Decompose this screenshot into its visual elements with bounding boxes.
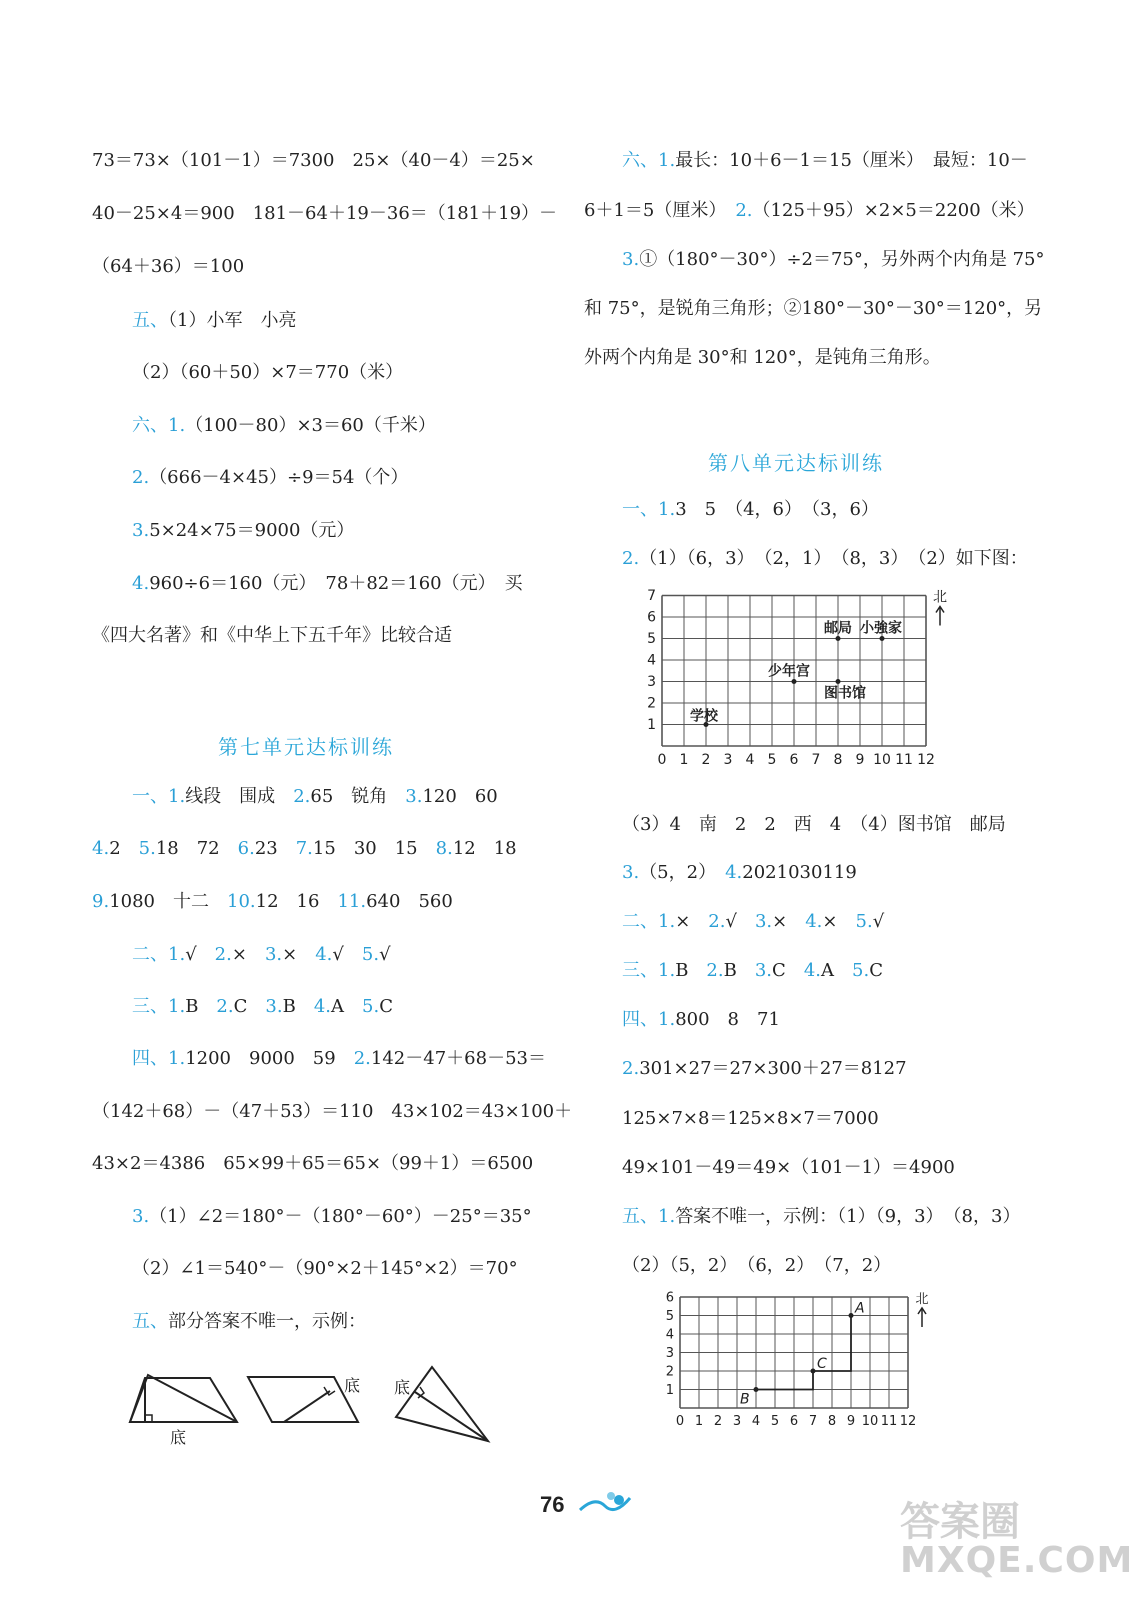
unit8-row-9: 125×7×8＝125×8×7＝7000 xyxy=(622,1108,879,1129)
unit7-row-4 xyxy=(132,944,391,966)
q-tag: 2. xyxy=(353,1048,371,1069)
answer: 12 16 xyxy=(255,891,338,912)
x-tick-label: 12 xyxy=(899,1414,917,1429)
answer: B xyxy=(282,996,314,1017)
unit8-row-11 xyxy=(622,1206,1020,1228)
q-tag: 4. xyxy=(803,960,821,981)
x-tick-label: 10 xyxy=(861,1414,879,1429)
unit8-row-10: 49×101－49＝49×（101－1）＝4900 xyxy=(622,1157,955,1178)
q-tag: 2. xyxy=(622,1058,640,1079)
parallelogram-base-label: 底 xyxy=(344,1376,361,1395)
q-tag: 6. xyxy=(237,838,255,859)
answer: （1）（6，3） （2，1） （8，3） （2）如下图： xyxy=(639,548,1028,569)
q-tag: 2. xyxy=(622,548,640,569)
q-tag: 8. xyxy=(435,838,453,859)
x-tick-label: 2 xyxy=(701,752,711,768)
q-tag: 5. xyxy=(138,838,156,859)
point-marker xyxy=(836,636,841,641)
unit7-row-1 xyxy=(132,786,498,808)
q-tag: 3. xyxy=(622,862,640,883)
q-tag: 一、1. xyxy=(622,499,676,520)
answer: 部分答案不唯一，示例： xyxy=(168,1311,366,1332)
point-marker xyxy=(754,1387,759,1392)
answer: 18 72 xyxy=(155,838,238,859)
triangle-base-label: 底 xyxy=(394,1378,411,1397)
page-number: 76 xyxy=(540,1492,565,1517)
unit7-row-2 xyxy=(92,838,517,860)
q-tag: 4. xyxy=(725,862,743,883)
x-tick-label: 6 xyxy=(789,1414,799,1429)
answer: 1080 十二 xyxy=(109,891,227,912)
q-tag: 5. xyxy=(855,911,873,932)
unit8-row-2 xyxy=(622,548,1028,570)
answer: B xyxy=(675,960,707,981)
right-line-1 xyxy=(622,150,1028,172)
q-tag: 2. xyxy=(293,786,311,807)
answer: 15 30 15 xyxy=(312,838,436,859)
x-tick-label: 7 xyxy=(811,752,821,768)
q-tag: 2. xyxy=(735,200,753,221)
x-tick-label: 6 xyxy=(789,752,799,768)
q-tag: 二、1. xyxy=(132,944,186,965)
y-tick-label: 3 xyxy=(665,1345,674,1361)
x-tick-label: 3 xyxy=(732,1414,742,1429)
answer: 最长：10＋6－1＝15（厘米） 最短：10－ xyxy=(675,150,1028,171)
parallelogram-figure xyxy=(248,1376,361,1422)
answer: × xyxy=(231,944,265,965)
q-tag: 一、1. xyxy=(132,786,186,807)
point-label: C xyxy=(817,1356,827,1372)
left-line-4 xyxy=(132,310,296,332)
right-line-4: 和 75°，是锐角三角形；②180°－30°－30°＝120°，另 xyxy=(584,298,1043,319)
point-marker xyxy=(792,679,797,684)
x-tick-label: 1 xyxy=(694,1414,704,1429)
unit7-row-3 xyxy=(92,891,453,913)
x-tick-label: 3 xyxy=(723,752,733,768)
q-tag: 2. xyxy=(132,467,150,488)
answer: （1）小军 小亮 xyxy=(168,310,297,331)
answer: （5，2） xyxy=(639,862,726,883)
y-tick-label: 6 xyxy=(647,609,656,626)
unit7-row-6 xyxy=(132,1048,546,1070)
answer: 142－47＋68－53＝ xyxy=(370,1048,546,1069)
answer: C xyxy=(233,996,266,1017)
answer: √ xyxy=(725,911,755,932)
q-tag: 3. xyxy=(754,960,773,981)
unit8-row-12: （2）（5，2） （6，2） （7，2） xyxy=(622,1255,892,1276)
answer: ①（180°－30°）÷2＝75°，另外两个内角是 75° xyxy=(639,249,1045,270)
q-tag: 10. xyxy=(227,891,256,912)
point-label: 少年宫 xyxy=(768,663,810,680)
q-tag: 五、 xyxy=(132,1311,168,1332)
x-tick-label: 2 xyxy=(713,1414,723,1429)
left-line-7 xyxy=(132,467,408,489)
x-tick-label: 1 xyxy=(679,752,689,768)
answer: √ xyxy=(185,944,215,965)
unit7-row-11 xyxy=(132,1311,366,1333)
point-marker xyxy=(849,1313,854,1318)
y-tick-label: 6 xyxy=(665,1290,674,1306)
y-tick-label: 5 xyxy=(665,1308,674,1324)
left-line-8 xyxy=(132,520,354,542)
q-tag: 4. xyxy=(92,838,110,859)
q-tag: 3. xyxy=(622,249,640,270)
unit7-row-9 xyxy=(132,1206,532,1228)
answer: √ xyxy=(379,944,391,965)
left-line-5: （2）（60＋50）×7＝770（米） xyxy=(132,362,404,383)
x-tick-label: 8 xyxy=(827,1414,837,1429)
q-tag: 4. xyxy=(315,944,333,965)
answer: √ xyxy=(332,944,362,965)
q-tag: 三、1. xyxy=(132,996,186,1017)
left-line-6 xyxy=(132,415,436,437)
x-tick-label: 7 xyxy=(808,1414,818,1429)
unit7-row-5 xyxy=(132,996,393,1018)
x-tick-label: 11 xyxy=(880,1414,898,1429)
y-tick-label: 3 xyxy=(647,674,656,691)
unit8-row-6 xyxy=(622,960,883,982)
answer: 65 锐角 xyxy=(310,786,406,807)
q-tag: 3. xyxy=(264,944,283,965)
y-tick-label: 2 xyxy=(665,1364,674,1380)
left-line-3: （64＋36）＝100 xyxy=(92,256,245,277)
answer: A xyxy=(331,996,362,1017)
unit7-row-8: 43×2＝4386 65×99＋65＝65×（99＋1）＝6500 xyxy=(92,1153,534,1174)
answer: 3 5 （4，6） （3，6） xyxy=(675,499,879,520)
answer: × xyxy=(282,944,316,965)
right-line-3 xyxy=(622,249,1045,271)
q-tag: 三、1. xyxy=(622,960,676,981)
answer: 120 60 xyxy=(422,786,498,807)
watermark-url: MXQE.COM xyxy=(900,1540,1133,1581)
left-line-10: 《四大名著》和《中华上下五千年》比较合适 xyxy=(92,625,452,646)
unit8-row-3: （3）4 南 2 2 西 4 （4）图书馆 邮局 xyxy=(622,814,1006,835)
q-tag: 四、1. xyxy=(622,1009,676,1030)
answer: 2021030119 xyxy=(742,862,857,883)
q-tag: 2. xyxy=(708,911,726,932)
x-tick-label: 0 xyxy=(675,1414,685,1429)
q-tag: 4. xyxy=(313,996,331,1017)
q-tag: 五、 xyxy=(132,310,168,331)
answer: 6＋1＝5（厘米） xyxy=(584,200,736,221)
q-tag: 11. xyxy=(337,891,367,912)
right-line-5: 外两个内角是 30°和 120°，是钝角三角形。 xyxy=(584,347,941,368)
answer: × xyxy=(675,911,709,932)
answer: （125＋95）×2×5＝2200（米） xyxy=(752,200,1035,221)
answer: × xyxy=(822,911,856,932)
answer: 800 8 71 xyxy=(675,1009,780,1030)
x-tick-label: 9 xyxy=(855,752,865,768)
trapezoid-base-label: 底 xyxy=(170,1428,187,1447)
x-tick-label: 5 xyxy=(767,752,777,768)
answer: B xyxy=(723,960,755,981)
q-tag: 4. xyxy=(805,911,823,932)
left-line-1: 73＝73×（101－1）＝7300 25×（40－4）＝25× xyxy=(92,150,535,171)
answer: 23 xyxy=(254,838,296,859)
point-marker xyxy=(836,679,841,684)
answer: √ xyxy=(872,911,885,932)
q-tag: 2. xyxy=(214,944,232,965)
point-label: 学校 xyxy=(690,708,718,725)
q-tag: 2. xyxy=(706,960,724,981)
q-tag: 5. xyxy=(362,996,380,1017)
unit8-row-4 xyxy=(622,862,857,884)
answer: 960÷6＝160（元） 78＋82＝160（元） 买 xyxy=(149,573,523,594)
y-tick-label: 7 xyxy=(647,588,656,605)
q-tag: 3. xyxy=(132,1206,150,1227)
answer: 线段 围成 xyxy=(185,786,294,807)
sprout-icon xyxy=(575,1488,635,1518)
coordinate-grid-2 xyxy=(660,1290,940,1453)
answer: 1200 9000 59 xyxy=(185,1048,354,1069)
watermark-logo: 答案圈 xyxy=(900,1499,1020,1545)
y-tick-label: 4 xyxy=(647,652,656,669)
answer: C xyxy=(869,960,883,981)
x-tick-label: 4 xyxy=(751,1414,761,1429)
x-tick-label: 0 xyxy=(657,752,667,768)
answer: （666－4×45）÷9＝54（个） xyxy=(149,467,409,488)
unit8-row-1 xyxy=(622,499,879,521)
q-tag: 四、1. xyxy=(132,1048,186,1069)
y-tick-label: 4 xyxy=(665,1327,674,1343)
answer: A xyxy=(821,960,852,981)
q-tag: 4. xyxy=(132,573,150,594)
right-line-2 xyxy=(584,200,1035,222)
y-tick-label: 2 xyxy=(647,695,656,712)
answer: 答案不唯一，示例：（1）（9，3） （8，3） xyxy=(675,1206,1021,1227)
answer: （100－80）×3＝60（千米） xyxy=(185,415,436,436)
left-line-9 xyxy=(132,573,523,595)
x-tick-label: 9 xyxy=(846,1414,856,1429)
q-tag: 3. xyxy=(132,520,150,541)
q-tag: 3. xyxy=(265,996,283,1017)
q-tag: 5. xyxy=(361,944,380,965)
x-tick-label: 10 xyxy=(873,752,891,768)
y-tick-label: 1 xyxy=(647,717,656,734)
answer: 301×27＝27×300＋27＝8127 xyxy=(639,1058,907,1079)
point-label: A xyxy=(855,1300,865,1317)
unit7-title: 第七单元达标训练 xyxy=(218,735,394,759)
point-marker xyxy=(880,636,885,641)
q-tag: 7. xyxy=(295,838,313,859)
left-line-2: 40－25×4＝900 181－64＋19－36＝（181＋19）－ xyxy=(92,203,558,224)
answer: 640 560 xyxy=(366,891,453,912)
q-tag: 六、1. xyxy=(622,150,676,171)
unit8-title: 第八单元达标训练 xyxy=(708,451,884,475)
y-tick-label: 5 xyxy=(647,631,656,648)
shape-figures xyxy=(120,1355,500,1455)
q-tag: 9. xyxy=(92,891,110,912)
trapezoid-figure xyxy=(130,1375,237,1422)
north-label: 北 xyxy=(933,589,947,606)
x-tick-label: 12 xyxy=(917,752,935,768)
answer: 5×24×75＝9000（元） xyxy=(149,520,355,541)
q-tag: 六、1. xyxy=(132,415,186,436)
unit8-row-5 xyxy=(622,911,884,933)
point-label: B xyxy=(740,1391,750,1408)
unit8-row-8 xyxy=(622,1058,907,1080)
point-label: 小強家 xyxy=(860,620,902,637)
q-tag: 五、1. xyxy=(622,1206,676,1227)
coordinate-grid-1 xyxy=(640,588,960,786)
answer: C xyxy=(772,960,804,981)
q-tag: 5. xyxy=(852,960,870,981)
q-tag: 3. xyxy=(405,786,423,807)
x-tick-label: 5 xyxy=(770,1414,780,1429)
answer: C xyxy=(379,996,393,1017)
point-label: 邮局 xyxy=(824,620,852,637)
x-tick-label: 11 xyxy=(895,752,913,768)
y-tick-label: 1 xyxy=(665,1382,674,1398)
q-tag: 二、1. xyxy=(622,911,676,932)
answer: 12 18 xyxy=(452,838,517,859)
q-tag: 3. xyxy=(754,911,773,932)
unit8-row-7 xyxy=(622,1009,780,1031)
x-tick-label: 4 xyxy=(745,752,755,768)
answer: × xyxy=(772,911,806,932)
unit7-row-7: （142＋68）－（47＋53）＝110 43×102＝43×100＋ xyxy=(92,1101,573,1122)
north-label: 北 xyxy=(915,1292,929,1307)
point-marker xyxy=(811,1369,816,1374)
unit7-row-10: （2）∠1＝540°－（90°×2＋145°×2）＝70° xyxy=(132,1258,518,1279)
answer: 2 xyxy=(109,838,139,859)
x-tick-label: 8 xyxy=(833,752,843,768)
point-label: 图书馆 xyxy=(824,685,866,702)
q-tag: 2. xyxy=(216,996,234,1017)
answer: （1）∠2＝180°－（180°－60°）－25°＝35° xyxy=(149,1206,532,1227)
answer: B xyxy=(185,996,217,1017)
